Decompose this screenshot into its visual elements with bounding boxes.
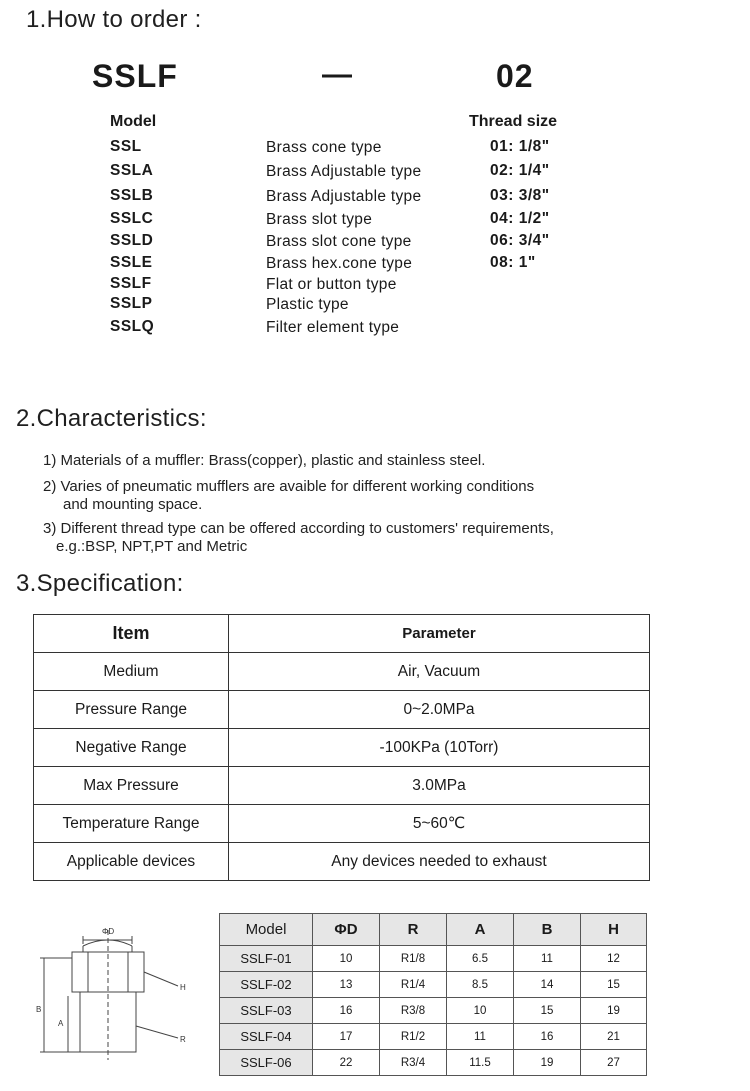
a-cell: 11.5	[447, 1050, 514, 1076]
item-column-header: Item	[34, 615, 229, 653]
b-column-header: B	[514, 914, 581, 946]
thread-column-header: R	[380, 914, 447, 946]
a-cell: 10	[447, 998, 514, 1024]
thread-size-option: 08: 1"	[490, 254, 536, 271]
spec-parameter-cell: Any devices needed to exhaust	[229, 843, 650, 881]
table-row	[220, 946, 647, 972]
model-description: Brass slot type	[266, 211, 373, 228]
table-row	[220, 998, 647, 1024]
r-leader-line	[136, 1026, 178, 1038]
muffler-dimension-drawing	[28, 922, 203, 1062]
thread-size-option: 01: 1/8"	[490, 138, 550, 155]
thread-size-option: 04: 1/2"	[490, 210, 550, 227]
model-description: Flat or button type	[266, 276, 397, 293]
thread-size-option: 06: 3/4"	[490, 232, 550, 249]
thread-size-option: 02: 1/4"	[490, 162, 550, 179]
table-row	[34, 805, 650, 843]
table-row	[34, 767, 650, 805]
model-cell: SSLF-04	[220, 1024, 313, 1050]
model-description: Filter element type	[266, 319, 400, 336]
diameter-cell: 16	[313, 998, 380, 1024]
dimensions-table	[219, 913, 647, 1076]
h-column-header: H	[581, 914, 647, 946]
thread-size-option: 03: 3/8"	[490, 187, 550, 204]
model-column-header: Model	[220, 914, 313, 946]
table-header-row	[34, 615, 650, 653]
characteristic-item	[43, 478, 683, 514]
model-description: Brass Adjustable type	[266, 163, 422, 180]
characteristic-line: 2) Varies of pneumatic mufflers are avaible for different working conditions	[43, 478, 535, 495]
characteristic-line: 1) Materials of a muffler: Brass(copper), plastic and stainless steel.	[43, 452, 486, 469]
h-cell: 21	[581, 1024, 647, 1050]
table-row	[220, 1050, 647, 1076]
characteristic-line-continued: and mounting space.	[63, 496, 203, 513]
diameter-cell: 17	[313, 1024, 380, 1050]
order-code-model: SSLF	[92, 58, 178, 94]
characteristics-heading: 2.Characteristics:	[16, 405, 207, 432]
h-cell: 27	[581, 1050, 647, 1076]
model-code: SSLA	[110, 162, 154, 179]
spec-item-cell: Applicable devices	[34, 843, 229, 881]
spec-item-cell: Pressure Range	[34, 691, 229, 729]
a-cell: 11	[447, 1024, 514, 1050]
characteristic-line: 3) Different thread type can be offered according to customers' requirements,	[43, 520, 554, 537]
b-cell: 14	[514, 972, 581, 998]
model-code: SSLB	[110, 187, 154, 204]
table-row	[220, 972, 647, 998]
spec-parameter-cell: Air, Vacuum	[229, 653, 650, 691]
table-row	[34, 653, 650, 691]
model-description: Brass Adjustable type	[266, 188, 422, 205]
parameter-column-header: Parameter	[229, 615, 650, 653]
h-leader-line	[144, 972, 178, 986]
characteristic-item	[43, 520, 683, 556]
h-dimension-label: H	[180, 983, 186, 992]
table-row	[34, 729, 650, 767]
specification-heading: 3.Specification:	[16, 570, 184, 597]
spec-item-cell: Negative Range	[34, 729, 229, 767]
b-cell: 16	[514, 1024, 581, 1050]
a-cell: 6.5	[447, 946, 514, 972]
diameter-cell: 10	[313, 946, 380, 972]
table-row	[34, 843, 650, 881]
spec-item-cell: Temperature Range	[34, 805, 229, 843]
model-code: SSLQ	[110, 318, 155, 335]
model-cell: SSLF-03	[220, 998, 313, 1024]
model-code: SSLD	[110, 232, 154, 249]
model-description: Plastic type	[266, 296, 349, 313]
thread-cell: R3/8	[380, 998, 447, 1024]
b-cell: 15	[514, 998, 581, 1024]
order-code-thread: 02	[496, 58, 534, 94]
thread-cell: R3/4	[380, 1050, 447, 1076]
thread-cell: R1/8	[380, 946, 447, 972]
how-to-order-heading: 1.How to order :	[26, 6, 202, 33]
specification-table	[33, 614, 650, 881]
model-code: SSLE	[110, 254, 153, 271]
diameter-cell: 22	[313, 1050, 380, 1076]
a-column-header: A	[447, 914, 514, 946]
b-cell: 11	[514, 946, 581, 972]
table-row	[220, 1024, 647, 1050]
model-cell: SSLF-06	[220, 1050, 313, 1076]
thread-cell: R1/2	[380, 1024, 447, 1050]
spec-item-cell: Max Pressure	[34, 767, 229, 805]
model-code: SSLP	[110, 295, 153, 312]
model-cell: SSLF-01	[220, 946, 313, 972]
h-cell: 15	[581, 972, 647, 998]
r-dimension-label: R	[180, 1035, 186, 1044]
model-code: SSL	[110, 138, 142, 155]
order-code-dash: —	[322, 58, 352, 91]
model-column-label: Model	[110, 113, 157, 130]
model-description: Brass slot cone type	[266, 233, 412, 250]
b-dimension-label: B	[36, 1005, 42, 1014]
a-cell: 8.5	[447, 972, 514, 998]
model-code: SSLF	[110, 275, 152, 292]
spec-parameter-cell: 5~60℃	[229, 805, 650, 843]
spec-parameter-cell: -100KPa (10Torr)	[229, 729, 650, 767]
diameter-cell: 13	[313, 972, 380, 998]
table-row	[34, 691, 650, 729]
spec-item-cell: Medium	[34, 653, 229, 691]
h-cell: 19	[581, 998, 647, 1024]
table-header-row	[220, 914, 647, 946]
b-cell: 19	[514, 1050, 581, 1076]
d-dimension-label: ΦD	[102, 927, 115, 936]
h-cell: 12	[581, 946, 647, 972]
thread-size-column-label: Thread size	[469, 113, 558, 130]
a-dimension-label: A	[58, 1019, 64, 1028]
spec-parameter-cell: 3.0MPa	[229, 767, 650, 805]
model-cell: SSLF-02	[220, 972, 313, 998]
characteristic-line-continued: e.g.:BSP, NPT,PT and Metric	[56, 538, 248, 555]
model-description: Brass cone type	[266, 139, 382, 156]
diameter-column-header: ΦD	[313, 914, 380, 946]
model-code: SSLC	[110, 210, 154, 227]
thread-cell: R1/4	[380, 972, 447, 998]
characteristic-item	[43, 452, 683, 470]
spec-parameter-cell: 0~2.0MPa	[229, 691, 650, 729]
model-description: Brass hex.cone type	[266, 255, 413, 272]
